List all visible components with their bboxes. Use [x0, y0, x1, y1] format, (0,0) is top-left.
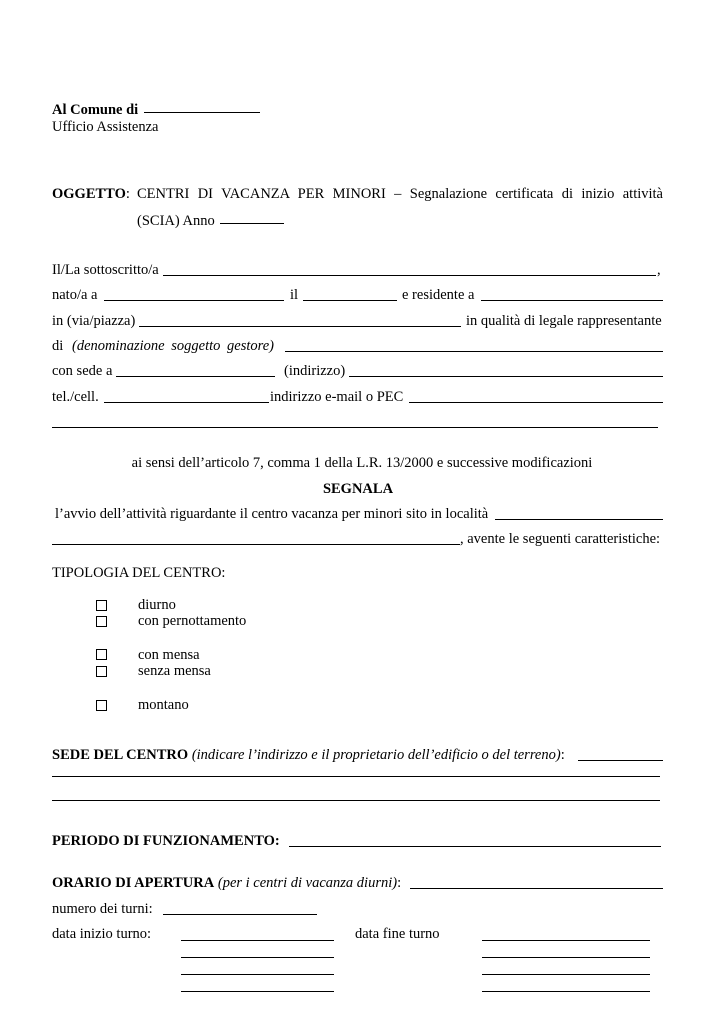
entity-name-label: (denominazione soggetto gestore) — [72, 338, 274, 354]
shift-count-blank[interactable] — [163, 914, 317, 915]
recipient-label: Al Comune di — [52, 102, 139, 118]
subject-year-label: (SCIA) Anno — [137, 213, 215, 229]
street-blank[interactable] — [139, 326, 461, 327]
legal-basis: ai sensi dell’articolo 7, comma 1 della L.R. 13/2000 e successive modificazioni — [131, 455, 593, 471]
option-con-pernottamento: con pernottamento — [138, 613, 247, 629]
subject-line-1 — [52, 186, 663, 203]
phone-label: tel./cell. — [52, 389, 99, 405]
subject-colon: : — [125, 186, 130, 202]
subject-text: CENTRI DI VACANZA PER MINORI – Segnalazione certificata di inizio attività — [137, 186, 663, 202]
checkbox-con-pernottamento[interactable] — [96, 616, 107, 627]
shift-start-label: data inizio turno: — [52, 926, 152, 942]
born-at-label: nato/a a — [52, 287, 98, 303]
seat-hint: (indicare l’indirizzo e il proprietario dell’edificio o del terreno) — [191, 747, 561, 763]
option-diurno: diurno — [138, 597, 176, 613]
locality-blank[interactable] — [495, 519, 663, 520]
shift-end-blank-4[interactable] — [482, 991, 650, 992]
signed-by-blank[interactable] — [163, 275, 656, 276]
seat-blank-1[interactable] — [578, 760, 663, 761]
address-label: (indirizzo) — [284, 363, 346, 379]
shift-count-label: numero dei turni: — [52, 901, 153, 917]
office-name: Ufficio Assistenza — [52, 119, 159, 135]
shift-start-blank-4[interactable] — [181, 991, 334, 992]
hours-blank[interactable] — [410, 888, 663, 889]
checkbox-senza-mensa[interactable] — [96, 666, 107, 677]
checkbox-con-mensa[interactable] — [96, 649, 107, 660]
street-label: in (via/piazza) — [52, 313, 136, 329]
subject-year-blank[interactable] — [220, 223, 284, 224]
hours-label: ORARIO DI APERTURA — [52, 875, 215, 891]
checkbox-diurno[interactable] — [96, 600, 107, 611]
seat-blank-2[interactable] — [52, 776, 660, 777]
subject-label: OGGETTO — [52, 186, 126, 202]
shift-end-blank-3[interactable] — [482, 974, 650, 975]
resident-at-blank[interactable] — [481, 300, 663, 301]
born-at-blank[interactable] — [104, 300, 284, 301]
signed-by-comma: , — [657, 262, 661, 278]
hours-colon: : — [397, 875, 402, 891]
period-blank[interactable] — [289, 846, 661, 847]
signed-by-label: Il/La sottoscritto/a — [52, 262, 159, 278]
shift-end-blank-2[interactable] — [482, 957, 650, 958]
birth-date-label: il — [290, 287, 299, 303]
extra-line-blank[interactable] — [52, 427, 658, 428]
shift-start-blank-3[interactable] — [181, 974, 334, 975]
shift-start-blank-1[interactable] — [181, 940, 334, 941]
phone-blank[interactable] — [104, 402, 269, 403]
shift-end-blank-1[interactable] — [482, 940, 650, 941]
shift-end-label: data fine turno — [355, 926, 440, 942]
legal-rep-label: in qualità di legale rappresentante — [466, 313, 662, 329]
hours-hint: (per i centri di vacanza diurni) — [217, 875, 398, 891]
hours-line — [52, 875, 401, 892]
resident-at-label: e residente a — [402, 287, 475, 303]
seat-colon: : — [560, 747, 565, 763]
typology-heading: TIPOLOGIA DEL CENTRO: — [52, 565, 226, 581]
entity-name-blank[interactable] — [285, 351, 663, 352]
of-label: di — [52, 338, 64, 354]
seat-line — [52, 747, 565, 764]
seat-at-blank[interactable] — [116, 376, 275, 377]
characteristics-text: , avente le seguenti caratteristiche: — [460, 531, 661, 547]
start-activity-text: l’avvio dell’attività riguardante il centro vacanza per minori sito in località — [55, 506, 489, 522]
email-pec-label: indirizzo e-mail o PEC — [270, 389, 404, 405]
recipient-line — [52, 102, 262, 119]
subject-line-2 — [137, 213, 286, 230]
checkbox-montano[interactable] — [96, 700, 107, 711]
reports-heading: SEGNALA — [322, 481, 394, 497]
shift-start-blank-2[interactable] — [181, 957, 334, 958]
period-label: PERIODO DI FUNZIONAMENTO: — [52, 833, 280, 849]
birth-date-blank[interactable] — [303, 300, 397, 301]
option-senza-mensa: senza mensa — [138, 663, 211, 679]
locality-continuation-blank[interactable] — [52, 544, 460, 545]
seat-at-label: con sede a — [52, 363, 113, 379]
option-con-mensa: con mensa — [138, 647, 200, 663]
address-blank[interactable] — [349, 376, 663, 377]
option-montano: montano — [138, 697, 189, 713]
recipient-municipality-blank[interactable] — [144, 112, 260, 113]
seat-label: SEDE DEL CENTRO — [52, 747, 189, 763]
email-pec-blank[interactable] — [409, 402, 663, 403]
seat-blank-3[interactable] — [52, 800, 660, 801]
